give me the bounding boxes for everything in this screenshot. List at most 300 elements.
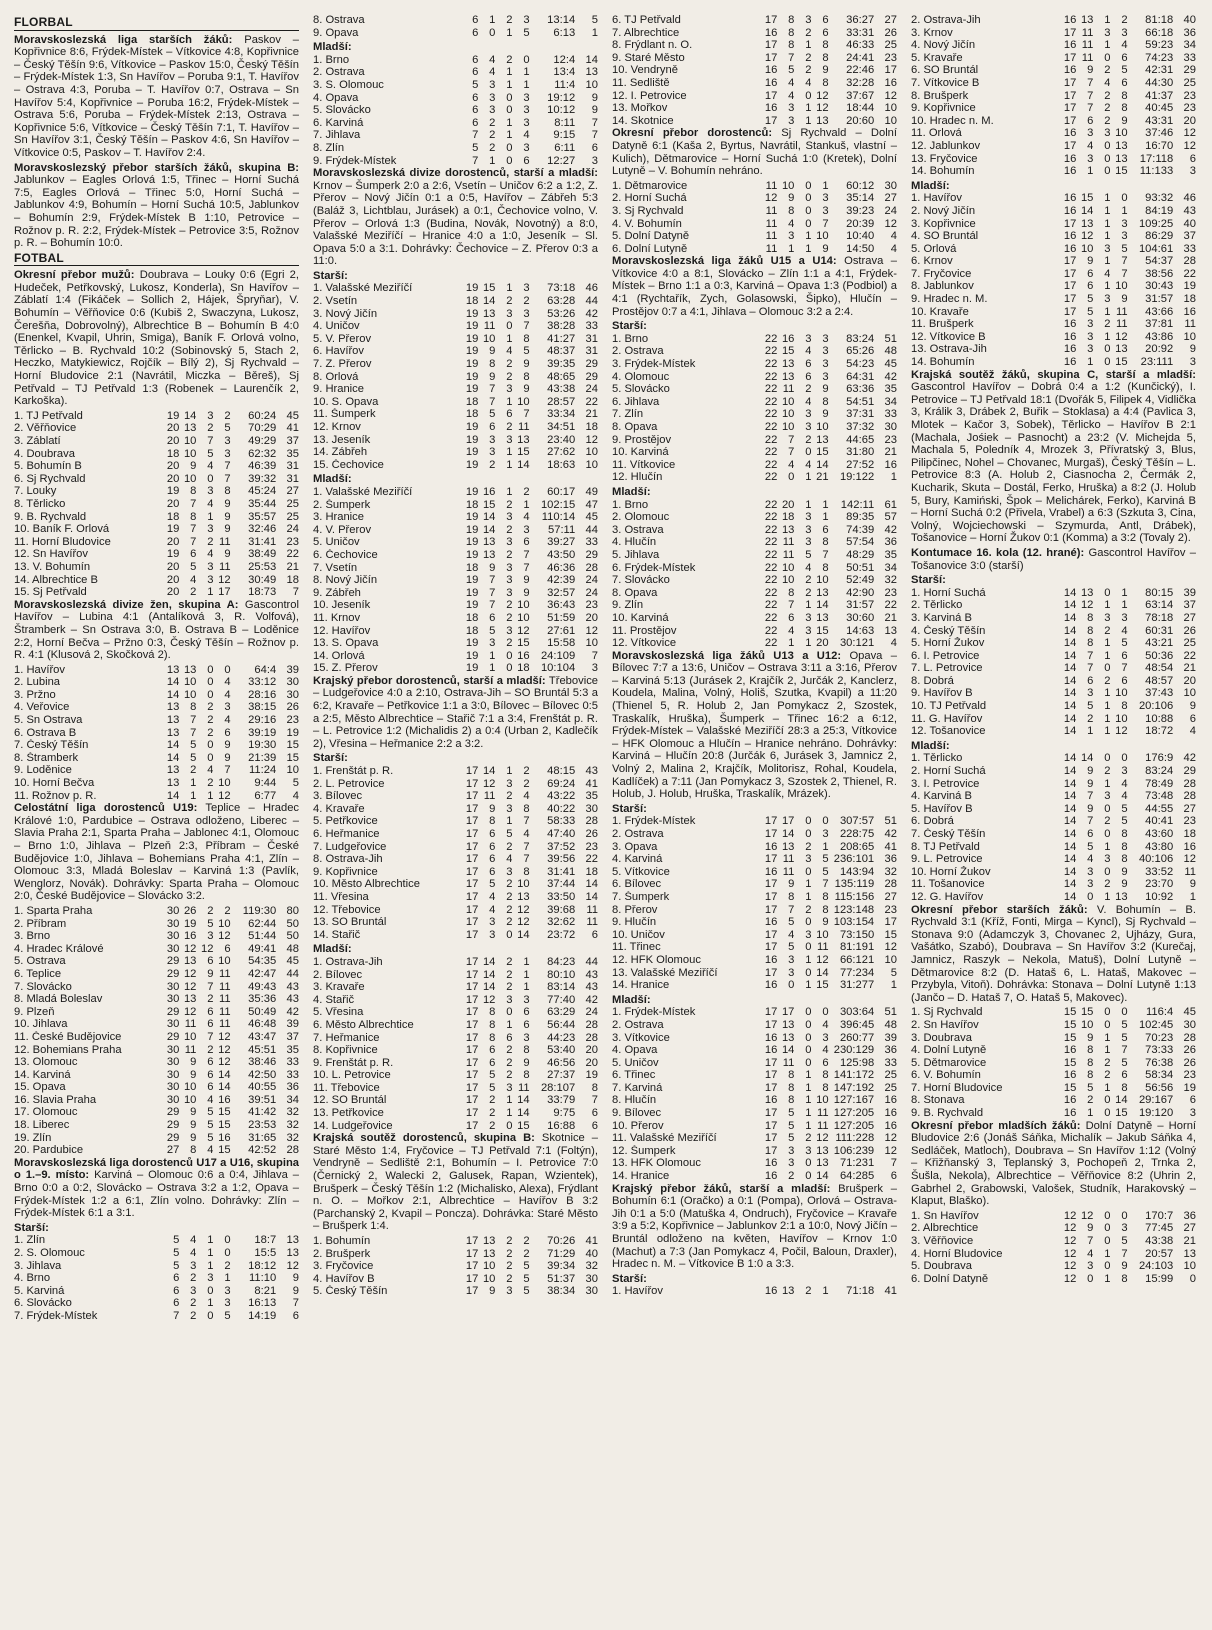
matches-played: 15 [1063,1006,1077,1019]
points: 18 [1183,293,1196,306]
team-name: 4. Opava [612,1044,658,1057]
team-name: 10. Horní Bečva [14,777,95,790]
draws: 0 [1104,1235,1111,1247]
wins: 13 [482,1235,496,1247]
wins: 5 [190,751,197,764]
losses: 2 [523,1235,530,1247]
losses: 15 [218,1119,231,1132]
draws: 3 [207,1272,214,1285]
wins: 5 [190,560,197,573]
losses: 3 [1121,611,1128,624]
team-name: 5. Jihlava [612,548,660,561]
wins: 11 [782,1056,795,1069]
match-results: Jablunkov – Eagles Orlová 1:5, Třinec – Horní Suchá 7:5, Eagles Orlová – Třinec 5:0, Horní Suchá – Jablunkov 4:9, Bohumín – Horní Suchá 10:5, Jablunkov – Bohumín 2:9, Frýdek-Místek B 1:10, Petrovice – Rožnov p. R. 2:2, Frýdek-Místek – Petrovice 3:5, Rožnov p. R. – Bohumín 10:0. [14,174,299,250]
wins: 2 [489,141,496,154]
points: 3 [591,154,598,167]
standings-row [612,1057,897,1070]
team-name: 2. Ostrava [313,66,365,79]
team-name: 4. Brno [14,1272,51,1285]
losses: 1 [1121,586,1128,599]
team-name: 8. Kopřivnice [313,1044,378,1057]
standings-row [911,343,1196,356]
matches-played: 20 [166,535,180,548]
team-name: 5. Kravaře [911,51,963,64]
goal-score: 15:58 [547,637,576,650]
team-name: 11. Třebovice [313,1081,380,1094]
points: 5 [292,777,299,790]
team-name: 5. Slovácko [313,104,371,117]
draws: 7 [207,435,214,447]
draws: 1 [1104,305,1111,318]
standings-row [612,434,897,447]
matches-played: 29 [166,1131,180,1144]
points: 16 [884,1119,897,1132]
team-name: 6. Slovácko [14,1297,72,1310]
losses: 15 [218,1144,231,1157]
team-name: 5. Dětmarovice [911,1056,987,1069]
wins: 8 [489,1006,496,1019]
draws: 0 [506,1119,513,1132]
points: 5 [591,14,598,26]
points: 48 [884,1018,897,1031]
wins: 8 [190,510,197,523]
points: 19 [585,1069,598,1082]
draws: 1 [1104,637,1111,650]
draws: 1 [805,39,812,52]
matches-played: 11 [765,217,778,230]
match-results: Doubrava – Louky 0:6 (Egri 2, Hudeček, Petřkovský, Lukosz, Konderla), Sn Havířov – Záblatí 1:4 (Fikáček – Sollich 2, Hájek, Špryňar), V. Bohumín – Věřňovice 0:6 (Kubiš 2, Swaczyna, Lukosz, Čerešňa, Dobrovolný), Albrechtice B – Bohumín B 4:0 (Enenkel, Kvapil, Uhrin, Smiga), Baník F. Orlová volno, Těrlicko – B. Rychvald 10:2 (Sobinovský 5, Stach 2, Heczko, Matykiewicz, Rojčík – Bílý 2), Sj Rychvald – Horní Bludovice 2:1 (Navrátil, Miczka – Běreš), Sj Petřvald – TJ Petřvald 1:3 (Robenek – Laurenčík 2, Karkoška). [14,269,299,408]
standings-row [911,218,1196,231]
draws: 2 [506,1260,513,1273]
team-name: 13. V. Bohumín [14,560,91,573]
points: 41 [884,1285,897,1298]
standings-row [911,27,1196,40]
points: 10 [585,458,598,471]
wins: 4 [788,928,795,941]
points: 49 [585,485,598,498]
standings-row [612,218,897,231]
points: 4 [1189,725,1196,738]
matches-played: 22 [764,446,778,459]
standings-row [911,841,1196,854]
standings-table [14,410,299,599]
draws: 6 [207,1056,214,1069]
group-subheading: Starší: [612,802,647,815]
matches-played: 19 [465,586,479,599]
points: 21 [1183,1235,1196,1247]
wins: 8 [190,485,197,498]
matches-played: 16 [764,953,778,966]
matches-played: 5 [173,1234,180,1247]
wins: 6 [489,421,496,433]
standings-row [313,1285,598,1298]
goal-score: 71:231 [839,1157,875,1170]
losses: 5 [822,865,829,878]
wins: 13 [781,1018,795,1031]
draws: 2 [1104,1069,1111,1082]
points: 43 [286,993,299,1006]
standings-row [14,1006,299,1019]
competition-title: Moravskoslezský přebor starších žáků, skupina B: [14,161,299,174]
goal-score: 19:120 [1138,1107,1174,1120]
goal-score: 38:28 [547,320,576,333]
points: 28 [884,878,897,891]
matches-played: 20 [166,435,180,447]
standings-row [612,1094,897,1107]
points: 33 [1183,51,1196,64]
team-name: 2. Vsetín [313,295,358,308]
goal-score: 14:63 [846,624,875,637]
team-name: 7. Frýdek-Místek [14,1309,98,1322]
losses: 12 [816,89,829,102]
matches-played: 16 [1063,1069,1077,1082]
matches-played: 19 [465,383,479,396]
draws: 2 [1104,89,1111,102]
matches-played: 15 [1063,1031,1077,1044]
team-name: 1. Zlín [14,1234,46,1247]
draws: 3 [506,865,513,878]
wins: 10 [183,676,197,689]
team-name: 5. Dolní Datyně [612,230,690,243]
goal-score: 33:34 [547,408,576,421]
goal-score: 70:23 [1145,1031,1174,1044]
points: 45 [585,511,598,524]
points: 43 [585,981,598,994]
matches-played: 17 [465,828,479,840]
team-name: 4. Karviná B [911,790,972,803]
matches-played: 17 [764,1018,778,1031]
goal-score: 33:12 [248,676,277,689]
goal-score: 52:49 [846,574,875,587]
draws: 0 [1104,356,1111,369]
team-name: 5. Karviná [14,1284,65,1297]
goal-score: 43:38 [547,383,576,396]
standings-row [14,410,299,423]
standings-row [911,331,1196,344]
draws: 1 [1104,777,1111,790]
team-name: 7. Slovácko [612,574,670,587]
losses: 3 [523,993,530,1006]
wins: 9 [489,345,496,358]
losses: 11 [218,967,231,980]
wins: 6 [489,828,496,840]
matches-played: 18 [166,510,180,523]
team-name: 8. Ostrava [313,14,365,26]
losses: 0 [822,1006,829,1019]
goal-score: 41:42 [248,1106,277,1119]
matches-played: 14 [1063,865,1077,878]
goal-score: 37:52 [547,840,576,853]
losses: 2 [224,1259,231,1272]
losses: 3 [1121,217,1128,230]
losses: 7 [224,460,231,473]
standings-row [14,1247,299,1260]
wins: 8 [1087,1044,1094,1057]
results-paragraph [313,675,598,751]
standings-row [911,115,1196,128]
standings-row [612,396,897,409]
standings-row [14,993,299,1006]
losses: 5 [523,1285,530,1298]
losses: 0 [523,53,530,66]
wins: 6 [1087,828,1094,840]
matches-played: 11 [765,230,778,243]
team-name: 1. Frýdek-Místek [612,1006,696,1019]
standings-row [313,459,598,472]
match-results: Dolní Datyně – Horní Bludovice 2:6 (Jonáš Sáňka, Michalík – Jakub Sáňka 4, Sedláček, Matloch), Doubrava – Sn Havířov 1:12 (Volný – Křižňanský 3, Teplanský 3, Pochopeň 2, Trnka 2, Šušla, Nekola), Albrechtice – Věřňovice 8:2 (Uhrin 2, Gabrhel 2, Grabowski, Valošek, Studník, Harakovský – Klaput, Blaško). [911,1119,1196,1208]
standings-row [313,142,598,155]
points: 27 [884,890,897,903]
losses: 6 [523,154,530,167]
team-name: 16. Slavia Praha [14,1093,97,1106]
goal-score: 64:4 [254,663,277,676]
matches-played: 11 [765,204,778,217]
losses: 10 [1115,280,1128,293]
losses: 6 [822,1056,829,1069]
team-name: 7. Jihlava [313,129,361,142]
points: 13 [1183,1247,1196,1260]
team-name: 10. Město Albrechtice [313,878,420,891]
losses: 9 [523,1056,530,1069]
draws: 4 [207,1093,214,1106]
points: 23 [1183,1069,1196,1082]
team-name: 1. Těrlicko [911,752,963,765]
team-name: 5. Ostrava [14,955,66,968]
match-results: Gascontrol Havířov – Tošanovice 3:0 (starší) [911,546,1196,572]
standings-row [911,318,1196,331]
goal-score: 147:192 [833,1081,875,1094]
draws: 3 [506,777,513,790]
matches-played: 17 [465,802,479,815]
wins: 6 [1087,674,1094,687]
wins: 14 [781,828,795,840]
draws: 1 [805,979,812,992]
matches-played: 20 [166,497,180,510]
goal-score: 10:92 [1145,890,1174,903]
draws: 0 [506,1006,513,1019]
wins: 4 [788,624,795,637]
draws: 3 [506,624,513,637]
draws: 0 [1104,343,1111,356]
matches-played: 14 [1063,765,1077,778]
losses: 3 [523,141,530,154]
points: 6 [890,1170,897,1183]
losses: 13 [816,114,829,127]
draws: 0 [207,676,214,689]
wins: 13 [482,1247,496,1260]
wins: 9 [1087,765,1094,778]
matches-played: 13 [166,764,180,777]
matches-played: 13 [166,726,180,739]
goal-score: 59:23 [1145,39,1174,52]
points: 37 [286,435,299,447]
team-name: 9. Havířov B [911,687,973,700]
goal-score: 8:11 [554,116,576,129]
matches-played: 16 [1063,39,1077,52]
wins: 7 [489,395,496,408]
points: 13 [585,66,598,79]
goal-score: 20:92 [1145,343,1174,356]
points: 9 [1189,878,1196,891]
standings-row [313,358,598,371]
points: 25 [286,510,299,523]
goal-score: 40:45 [1145,102,1174,115]
competition-title: Kontumace 16. kola (12. hrané): [911,546,1085,559]
points: 7 [591,129,598,142]
goal-score: 228:75 [839,828,875,840]
points: 4 [890,242,897,255]
draws: 3 [1104,242,1111,255]
matches-played: 19 [465,421,479,433]
wins: 11 [782,865,795,878]
draws: 1 [805,242,812,255]
goal-score: 35:44 [248,497,277,510]
wins: 9 [489,1285,496,1298]
matches-played: 17 [764,1144,778,1157]
standings-row [911,1094,1196,1107]
matches-played: 17 [764,878,778,891]
losses: 3 [822,358,829,371]
draws: 0 [207,688,214,701]
goal-score: 17:118 [1139,152,1174,165]
losses: 0 [224,663,231,676]
standings-row [14,1260,299,1273]
goal-score: 30:49 [248,573,277,586]
losses: 8 [1121,840,1128,853]
goal-score: 176:9 [1145,752,1174,765]
points: 6 [591,1107,598,1120]
draws: 0 [805,941,812,954]
standings-row [313,446,598,459]
matches-played: 20 [166,573,180,586]
competition-title: Okresní přebor starších žáků: [911,903,1088,916]
team-name: 8. Nový Jičín [313,574,378,587]
team-name: 12. Krnov [313,421,361,433]
draws: 1 [506,66,513,79]
team-name: 4. Uničov [313,320,360,333]
draws: 3 [506,1081,513,1094]
points: 32 [884,865,897,878]
team-name: 2. Olomouc [612,511,670,524]
standings-row [313,904,598,917]
wins: 2 [489,116,496,129]
matches-played: 17 [465,865,479,878]
team-name: 8. Ostrava-Jih [313,853,383,866]
losses: 7 [822,548,829,561]
results-paragraph [911,904,1196,1005]
standings-row [612,878,897,891]
losses: 14 [1115,1094,1128,1107]
goal-score: 13:4 [553,66,576,79]
goal-score: 32:62 [547,916,576,929]
losses: 12 [816,953,829,966]
wins: 6 [489,865,496,878]
losses: 8 [523,332,530,345]
team-name: 3. Opava [612,840,658,853]
losses: 7 [1121,662,1128,675]
draws: 3 [805,853,812,866]
losses: 9 [1121,1260,1128,1273]
competition-title: Okresní přebor mužů: [14,269,135,282]
losses: 8 [1121,1081,1128,1094]
matches-played: 22 [764,421,778,433]
team-name: 5. Doubrava [911,1260,972,1273]
losses: 14 [218,1068,231,1081]
matches-played: 19 [166,523,180,536]
losses: 5 [1121,1031,1128,1044]
matches-played: 17 [1063,217,1077,230]
goal-score: 15:99 [1145,1272,1174,1285]
losses: 5 [1121,1018,1128,1031]
goal-score: 56:56 [1145,1081,1174,1094]
points: 23 [585,599,598,612]
draws: 1 [1104,204,1111,217]
wins: 1 [1087,1107,1094,1120]
goal-score: 127:205 [833,1107,875,1120]
standings-table [313,54,598,167]
team-name: 14. Zábřeh [313,446,368,459]
losses: 13 [1115,343,1128,356]
points: 16 [1183,305,1196,318]
standings-row [313,408,598,421]
matches-played: 27 [166,1144,180,1157]
team-name: 10. L. Petrovice [313,1069,391,1082]
goal-score: 39:56 [547,853,576,866]
points: 16 [884,76,897,89]
points: 4 [890,637,897,650]
draws: 3 [506,511,513,524]
matches-played: 17 [465,1081,479,1094]
matches-played: 22 [764,548,778,561]
draws: 5 [207,1106,214,1119]
wins: 4 [1087,1247,1094,1260]
points: 12 [884,89,897,102]
team-name: 8. Těrlicko [14,497,66,510]
standings-row [911,752,1196,765]
draws: 1 [207,1297,214,1310]
goal-score: 9:15 [553,129,576,142]
points: 16 [1183,840,1196,853]
draws: 1 [506,458,513,471]
standings-row [911,1057,1196,1070]
standings-row [612,205,897,218]
goal-score: 81:191 [839,941,875,954]
draws: 2 [506,878,513,891]
matches-played: 17 [465,916,479,929]
matches-played: 18 [465,408,479,421]
points: 39 [884,1031,897,1044]
draws: 1 [805,637,812,650]
team-name: 4. SO Bruntál [911,230,979,243]
team-name: 12. Sn Havířov [14,548,88,561]
points: 4 [890,230,897,243]
matches-played: 11 [765,242,778,255]
goal-score: 35:36 [248,993,277,1006]
losses: 6 [1121,76,1128,89]
matches-played: 17 [764,14,778,26]
draws: 1 [506,332,513,345]
losses: 15 [1115,1107,1128,1120]
team-name: 1. Frýdek-Místek [612,815,696,828]
goal-score: 49:29 [248,435,277,447]
goal-score: 33:31 [846,26,875,39]
team-name: 13. Jeseník [313,433,371,446]
standings-row [612,1145,897,1158]
standings-row [911,52,1196,65]
wins: 9 [1087,777,1094,790]
matches-played: 19 [465,485,479,498]
draws: 1 [1104,840,1111,853]
